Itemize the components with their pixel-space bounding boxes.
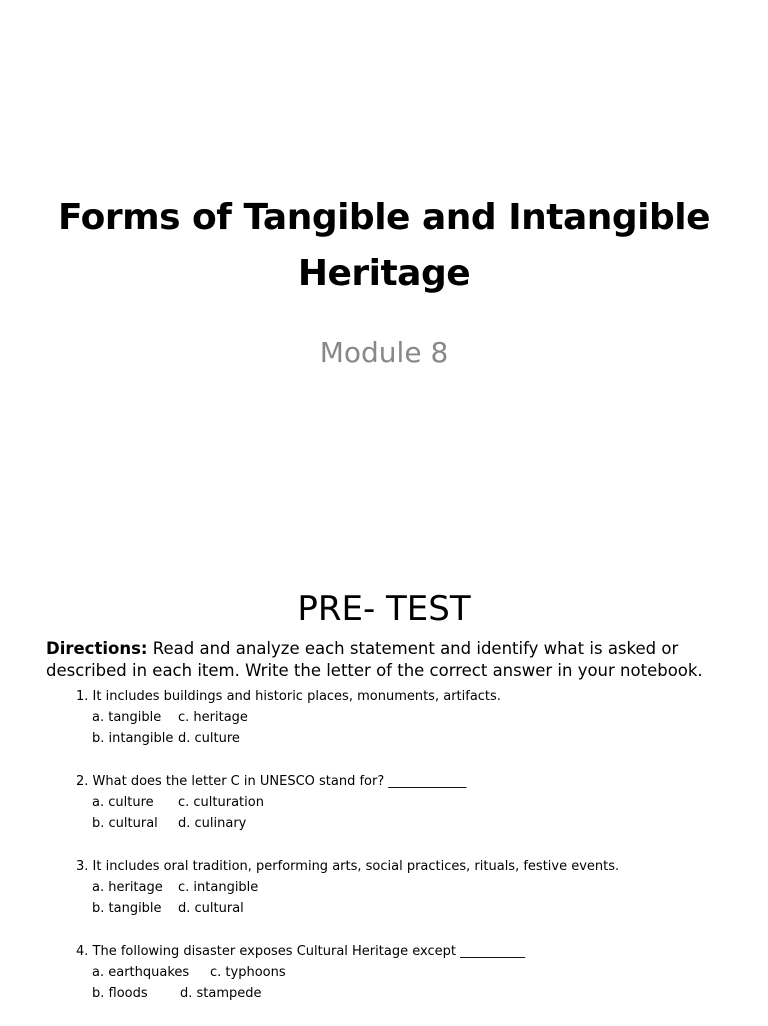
- option-row: [76, 813, 736, 834]
- option-b: b. intangible: [92, 731, 174, 746]
- option-c: c. heritage: [178, 710, 248, 725]
- option-b: b. cultural: [92, 816, 158, 831]
- page-title: Forms of Tangible and Intangible Heritage: [57, 197, 711, 294]
- question-3: [76, 856, 736, 941]
- option-b: b. tangible: [92, 901, 162, 916]
- question-1: [76, 686, 736, 771]
- option-row: [76, 728, 736, 749]
- option-b: b. floods: [92, 986, 148, 1001]
- option-c: c. culturation: [178, 795, 264, 810]
- directions-paragraph: [46, 638, 736, 682]
- option-row: [76, 983, 736, 1004]
- option-a: a. culture: [92, 795, 154, 810]
- question-list: [76, 686, 736, 1026]
- option-row: [76, 877, 736, 898]
- directions-text: Read and analyze each statement and identify what is asked or described in each item. Write the letter of the correct answer in your notebook.: [46, 639, 703, 680]
- question-text: 2. What does the letter C in UNESCO stand for? ____________: [76, 774, 467, 789]
- question-2: [76, 771, 736, 856]
- option-row: [76, 707, 736, 728]
- question-text: 3. It includes oral tradition, performing arts, social practices, rituals, festive events.: [76, 859, 620, 874]
- option-row: [76, 792, 736, 813]
- pretest-heading: PRE- TEST: [297, 589, 471, 629]
- option-d: d. culture: [178, 731, 240, 746]
- option-c: c. intangible: [178, 880, 259, 895]
- option-c: c. typhoons: [210, 965, 286, 980]
- option-d: d. culinary: [178, 816, 247, 831]
- option-a: a. heritage: [92, 880, 163, 895]
- question-text: 1. It includes buildings and historic places, monuments, artifacts.: [76, 689, 501, 704]
- question-text: 4. The following disaster exposes Cultural Heritage except __________: [76, 944, 526, 959]
- option-d: d. cultural: [178, 901, 244, 916]
- option-row: [76, 898, 736, 919]
- module-subtitle: Module 8: [319, 336, 449, 369]
- question-4: [76, 941, 736, 1026]
- option-a: a. earthquakes: [92, 965, 190, 980]
- option-a: a. tangible: [92, 710, 162, 725]
- option-row: [76, 962, 736, 983]
- directions-label: Directions:: [46, 639, 148, 658]
- option-d: d. stampede: [180, 986, 262, 1001]
